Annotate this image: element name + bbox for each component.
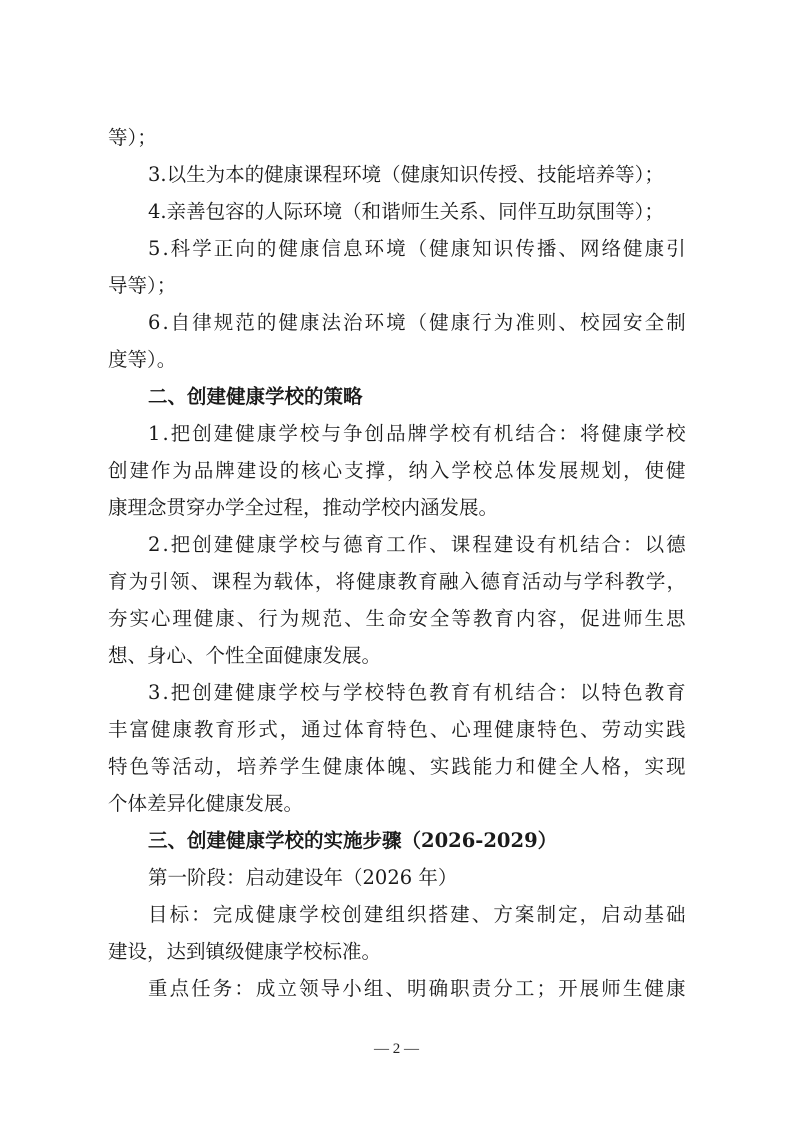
section-heading-3: 三、创建健康学校的实施步骤（2026-2029） [148,829,558,852]
line-18: 特色等活动，培养学生健康体魄、实践能力和健全人格，实现 [108,755,688,778]
line-16: 3.把创建健康学校与学校特色教育有机结合：以特色教育 [148,681,688,704]
line-11: 康理念贯穿办学全过程，推动学校内涵发展。 [108,496,499,519]
line-10: 创建作为品牌建设的核心支撑，纳入学校总体发展规划，使健 [108,459,688,482]
line-2: 3.以生为本的健康课程环境（健康知识传授、技能培养等）； [148,163,664,186]
section-heading-2: 二、创建健康学校的策略 [148,385,363,408]
line-5: 导等）； [108,274,177,297]
line-14: 夯实心理健康、行为规范、生命安全等教育内容，促进师生思 [108,607,688,630]
line-17: 丰富健康教育形式，通过体育特色、心理健康特色、劳动实践 [108,718,688,741]
page-number: — 2 — [374,1041,419,1057]
line-15: 想、身心、个性全面健康发展。 [108,644,382,667]
line-4: 5.科学正向的健康信息环境（健康知识传播、网络健康引 [148,237,688,260]
line-13: 育为引领、课程为载体，将健康教育融入德育活动与学科教学， [108,570,688,593]
line-9: 1.把创建健康学校与争创品牌学校有机结合：将健康学校 [148,422,688,445]
line-23: 建设，达到镇级健康学校标准。 [108,940,382,963]
line-22: 目标：完成健康学校创建组织搭建、方案制定，启动基础 [148,903,688,926]
line-19: 个体差异化健康发展。 [108,792,304,815]
line-3: 4.亲善包容的人际环境（和谐师生关系、同伴互助氛围等）； [148,200,664,223]
line-12: 2.把创建健康学校与德育工作、课程建设有机结合：以德 [148,533,688,556]
line-6: 6.自律规范的健康法治环境（健康行为准则、校园安全制 [148,311,688,334]
line-24: 重点任务：成立领导小组、明确职责分工；开展师生健康 [148,977,688,1000]
line-7: 度等）。 [108,348,177,371]
line-21: 第一阶段：启动建设年（2026 年） [148,866,458,889]
line-1: 等）； [108,126,157,149]
